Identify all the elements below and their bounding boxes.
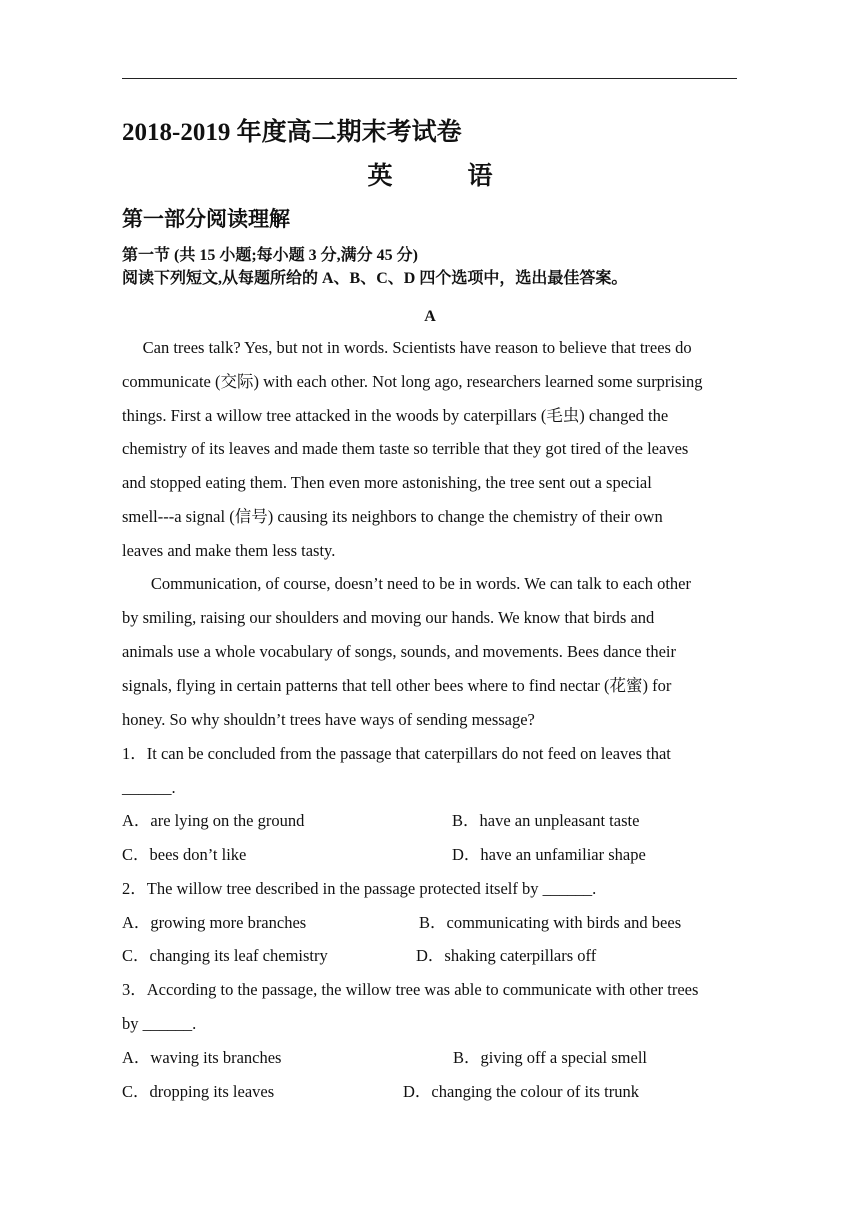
header-rule xyxy=(122,78,737,79)
part-title: 第一部分阅读理解 xyxy=(122,207,290,231)
option-b: B．have an unpleasant taste xyxy=(452,811,640,830)
option-c: C．dropping its leaves xyxy=(122,1082,275,1101)
passage-line: things. First a willow tree attacked in the woods by caterpillars (毛虫) changed the xyxy=(122,406,669,425)
option-c: C．bees don’t like xyxy=(122,845,247,864)
question-stem: by ______. xyxy=(122,1014,197,1033)
passage-line: chemistry of its leaves and made them taste so terrible that they got tired of the leaves xyxy=(122,439,689,458)
passage-line: communicate (交际) with each other. Not long ago, researchers learned some surprising xyxy=(122,372,703,391)
option-d: D．shaking caterpillars off xyxy=(416,946,597,965)
passage-label: A xyxy=(424,308,436,325)
option-b: B．giving off a special smell xyxy=(453,1048,647,1067)
option-a: A．growing more branches xyxy=(122,913,307,932)
question-stem: 1．It can be concluded from the passage that caterpillars do not feed on leaves that xyxy=(122,744,671,763)
option-b: B．communicating with birds and bees xyxy=(419,913,682,932)
section-line: 第一节 (共 15 小题;每小题 3 分,满分 45 分) xyxy=(122,247,418,264)
passage-line: and stopped eating them. Then even more astonishing, the tree sent out a special xyxy=(122,473,652,492)
subject-title: 英 语 xyxy=(367,163,493,190)
question-stem: ______. xyxy=(122,778,176,797)
passage-line: Can trees talk? Yes, but not in words. Scientists have reason to believe that trees do xyxy=(122,338,692,357)
option-a: A．waving its branches xyxy=(122,1048,282,1067)
instruction-line: 阅读下列短文,从每题所给的 A、B、C、D 四个选项中，选出最佳答案。 xyxy=(122,270,628,287)
passage-line: smell---a signal (信号) causing its neighbors to change the chemistry of their own xyxy=(122,507,663,526)
passage-line: animals use a whole vocabulary of songs, sounds, and movements. Bees dance their xyxy=(122,642,676,661)
question-stem: 3．According to the passage, the willow tree was able to communicate with other trees xyxy=(122,980,699,999)
option-d: D．have an unfamiliar shape xyxy=(452,845,646,864)
passage-line: Communication, of course, doesn’t need to be in words. We can talk to each other xyxy=(122,574,692,593)
passage-line: leaves and make them less tasty. xyxy=(122,541,336,560)
exam-title: 2018-2019 年度高二期末考试卷 xyxy=(122,119,462,146)
passage-line: honey. So why shouldn’t trees have ways of sending message? xyxy=(122,710,535,729)
option-d: D．changing the colour of its trunk xyxy=(403,1082,639,1101)
passage-line: signals, flying in certain patterns that tell other bees where to find nectar (花蜜) for xyxy=(122,676,672,695)
option-a: A．are lying on the ground xyxy=(122,811,305,830)
passage-line: by smiling, raising our shoulders and moving our hands. We know that birds and xyxy=(122,608,655,627)
option-c: C．changing its leaf chemistry xyxy=(122,946,328,965)
question-stem: 2．The willow tree described in the passage protected itself by ______. xyxy=(122,879,597,898)
